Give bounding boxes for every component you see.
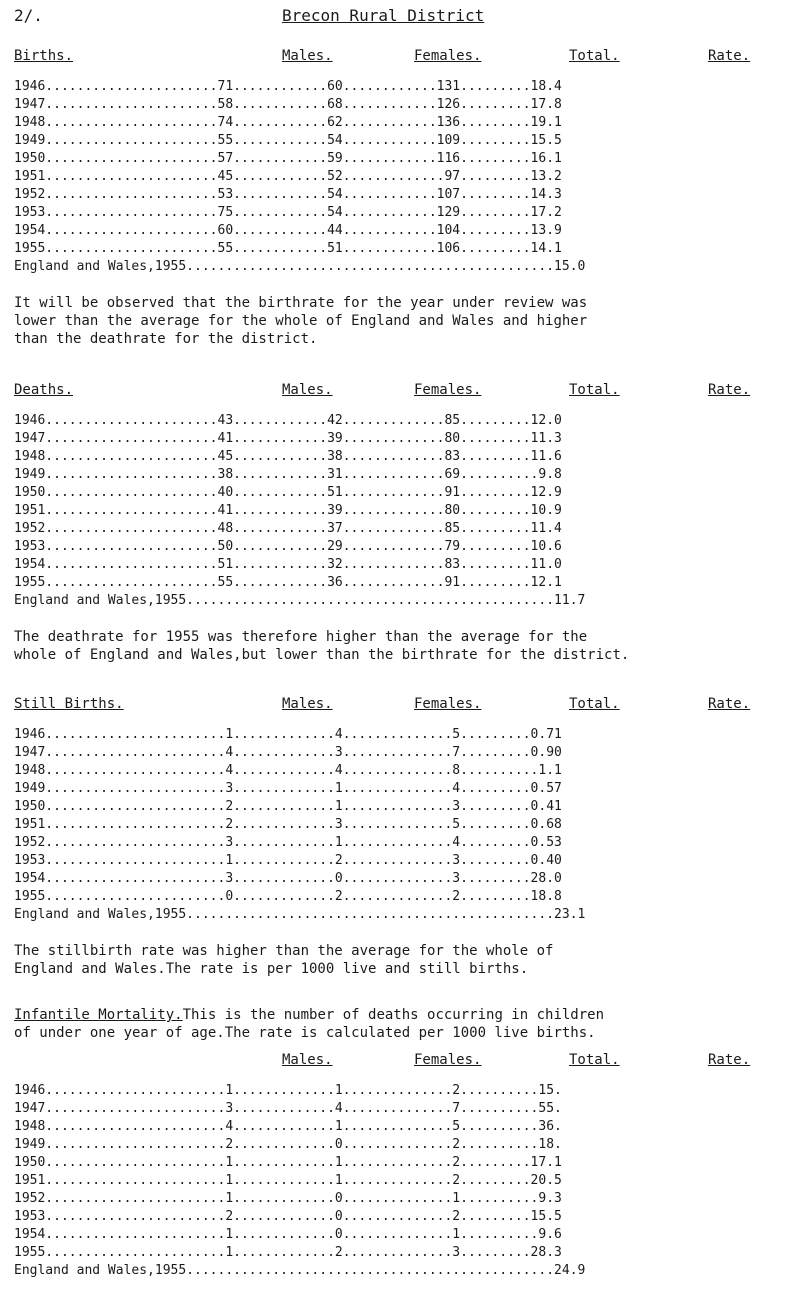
table-row: 1955......................55............36.............91.........12.1 xyxy=(14,575,562,590)
note-line: than the deathrate for the district. xyxy=(14,331,318,347)
table-row: 1953......................75............54............129.........17.2 xyxy=(14,205,562,220)
intro-line: of under one year of age.The rate is calculated per 1000 live births. xyxy=(14,1025,596,1041)
infantile-column-headers xyxy=(14,1052,794,1072)
england-wales-row: England and Wales,1955...............................................11.7 xyxy=(14,593,586,608)
table-row: 1954......................60............44............104.........13.9 xyxy=(14,223,562,238)
note-line: The deathrate for 1955 was therefore higher than the average for the xyxy=(14,629,588,645)
infantile-col-males: Males. xyxy=(282,1052,333,1068)
table-row: 1950.......................2.............1..............3.........0.41 xyxy=(14,799,562,814)
still-births-column-headers xyxy=(14,696,794,716)
infantile-mortality-section xyxy=(14,1006,794,1280)
births-rows xyxy=(14,78,794,276)
table-row: 1954......................51............32.............83.........11.0 xyxy=(14,557,562,572)
table-row: 1953.......................1.............2..............3.........0.40 xyxy=(14,853,562,868)
births-section xyxy=(14,48,794,348)
table-row: 1951......................41............39.............80.........10.9 xyxy=(14,503,562,518)
table-row: 1952.......................3.............1..............4.........0.53 xyxy=(14,835,562,850)
table-row: 1952......................53............54............107.........14.3 xyxy=(14,187,562,202)
table-row: 1951.......................1.............1..............2.........20.5 xyxy=(14,1173,562,1188)
deaths-section xyxy=(14,382,794,664)
table-row: 1949.......................3.............1..............4.........0.57 xyxy=(14,781,562,796)
table-row: 1950......................40............51.............91.........12.9 xyxy=(14,485,562,500)
table-row: 1951.......................2.............3..............5.........0.68 xyxy=(14,817,562,832)
still-births-note xyxy=(14,942,794,978)
table-row: 1955......................55............51............106.........14.1 xyxy=(14,241,562,256)
note-line: lower than the average for the whole of England and Wales and higher xyxy=(14,313,588,329)
table-row: 1946.......................1.............1..............2..........15. xyxy=(14,1083,562,1098)
table-row: 1955.......................1.............2..............3.........28.3 xyxy=(14,1245,562,1260)
deaths-note xyxy=(14,628,794,664)
table-row: 1946......................43............42.............85.........12.0 xyxy=(14,413,562,428)
births-title: Births. xyxy=(14,48,74,64)
deaths-col-total: Total. xyxy=(569,382,620,398)
births-note xyxy=(14,294,794,348)
table-row: 1951......................45............52.............97.........13.2 xyxy=(14,169,562,184)
deaths-title: Deaths. xyxy=(14,382,74,398)
table-row: 1948......................74............62............136.........19.1 xyxy=(14,115,562,130)
infantile-col-females: Females. xyxy=(414,1052,482,1068)
england-wales-row: England and Wales,1955...............................................15.0 xyxy=(14,259,586,274)
note-line: It will be observed that the birthrate for the year under review was xyxy=(14,295,588,311)
intro-line: This is the number of deaths occurring in children xyxy=(182,1007,605,1023)
still-births-title: Still Births. xyxy=(14,696,124,712)
table-row: 1949......................38............31.............69..........9.8 xyxy=(14,467,562,482)
district-title: Brecon Rural District xyxy=(282,6,485,25)
still-births-col-total: Total. xyxy=(569,696,620,712)
infantile-mortality-title: Infantile Mortality. xyxy=(14,1007,183,1023)
deaths-column-headers xyxy=(14,382,794,402)
infantile-col-rate: Rate. xyxy=(708,1052,751,1068)
births-col-males: Males. xyxy=(282,48,333,64)
births-column-headers xyxy=(14,48,794,68)
table-row: 1949.......................2.............0..............2..........18. xyxy=(14,1137,562,1152)
table-row: 1950......................57............59............116.........16.1 xyxy=(14,151,562,166)
table-row: 1948......................45............38.............83.........11.6 xyxy=(14,449,562,464)
page-header xyxy=(14,6,794,28)
table-row: 1954.......................3.............0..............3.........28.0 xyxy=(14,871,562,886)
still-births-section xyxy=(14,696,794,978)
deaths-col-males: Males. xyxy=(282,382,333,398)
table-row: 1955.......................0.............2..............2.........18.8 xyxy=(14,889,562,904)
births-col-females: Females. xyxy=(414,48,482,64)
table-row: 1947......................41............39.............80.........11.3 xyxy=(14,431,562,446)
table-row: 1946......................71............60............131.........18.4 xyxy=(14,79,562,94)
infantile-col-total: Total. xyxy=(569,1052,620,1068)
table-row: 1953......................50............29.............79.........10.6 xyxy=(14,539,562,554)
note-line: The stillbirth rate was higher than the average for the whole of xyxy=(14,943,554,959)
births-col-total: Total. xyxy=(569,48,620,64)
table-row: 1952......................48............37.............85.........11.4 xyxy=(14,521,562,536)
table-row: 1946.......................1.............4..............5.........0.71 xyxy=(14,727,562,742)
table-row: 1947.......................3.............4..............7..........55. xyxy=(14,1101,562,1116)
still-births-rows xyxy=(14,726,794,924)
table-row: 1952.......................1.............0..............1..........9.3 xyxy=(14,1191,562,1206)
table-row: 1950.......................1.............1..............2.........17.1 xyxy=(14,1155,562,1170)
deaths-col-rate: Rate. xyxy=(708,382,751,398)
table-row: 1949......................55............54............109.........15.5 xyxy=(14,133,562,148)
england-wales-row: England and Wales,1955...............................................24.9 xyxy=(14,1263,586,1278)
still-births-col-rate: Rate. xyxy=(708,696,751,712)
note-line: whole of England and Wales,but lower than the birthrate for the district. xyxy=(14,647,630,663)
table-row: 1948.......................4.............1..............5..........36. xyxy=(14,1119,562,1134)
births-col-rate: Rate. xyxy=(708,48,751,64)
still-births-col-females: Females. xyxy=(414,696,482,712)
note-line: England and Wales.The rate is per 1000 live and still births. xyxy=(14,961,529,977)
table-row: 1948.......................4.............4..............8..........1.1 xyxy=(14,763,562,778)
page-number: 2/. xyxy=(14,6,43,25)
table-row: 1947.......................4.............3..............7.........0.90 xyxy=(14,745,562,760)
table-row: 1947......................58............68............126.........17.8 xyxy=(14,97,562,112)
infantile-rows xyxy=(14,1082,794,1280)
table-row: 1953.......................2.............0..............2.........15.5 xyxy=(14,1209,562,1224)
deaths-rows xyxy=(14,412,794,610)
england-wales-row: England and Wales,1955...............................................23.1 xyxy=(14,907,586,922)
still-births-col-males: Males. xyxy=(282,696,333,712)
infantile-intro xyxy=(14,1006,794,1024)
table-row: 1954.......................1.............0..............1..........9.6 xyxy=(14,1227,562,1242)
deaths-col-females: Females. xyxy=(414,382,482,398)
